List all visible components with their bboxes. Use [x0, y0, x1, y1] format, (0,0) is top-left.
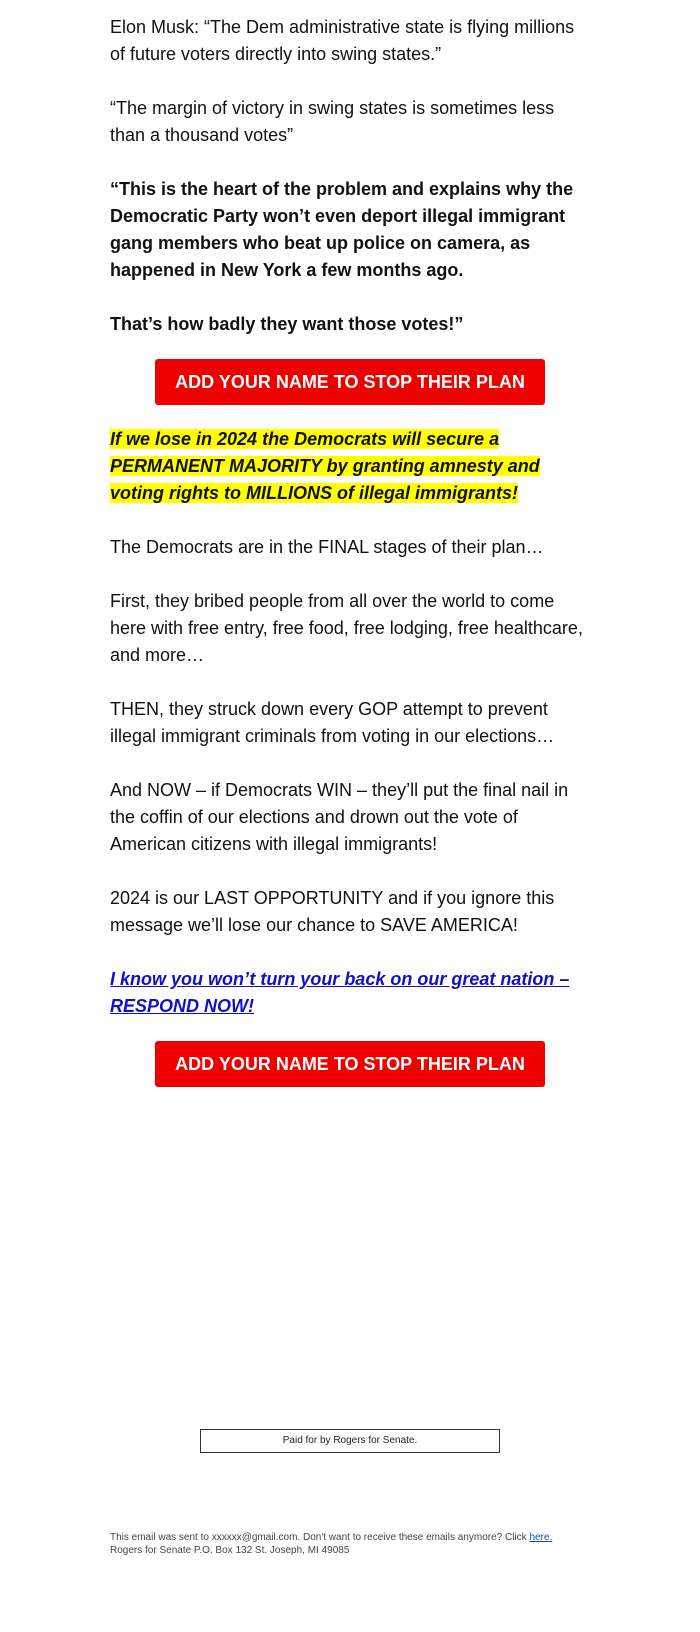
- footer-sent-text: This email was sent to xxxxxx@gmail.com. Don't want to receive these emails anymore? Click: [110, 1532, 530, 1543]
- paragraph-want-votes: That’s how badly they want those votes!”: [110, 314, 464, 334]
- add-name-button-top[interactable]: ADD YOUR NAME TO STOP THEIR PLAN: [155, 359, 545, 405]
- paragraph-then: THEN, they struck down every GOP attempt to prevent illegal immigrant criminals from voting in our elections…: [110, 699, 555, 746]
- footer: [110, 1531, 552, 1557]
- paid-for-disclaimer: Paid for by Rogers for Senate.: [200, 1429, 500, 1453]
- paragraph-now: And NOW – if Democrats WIN – they’ll put the final nail in the coffin of our elections and drown out the vote of American citizens with illegal immigrants!: [110, 780, 569, 854]
- highlighted-text: If we lose in 2024 the Democrats will secure a PERMANENT MAJORITY by granting amnesty and voting rights to MILLIONS of illegal immigrants!: [110, 429, 540, 503]
- unsubscribe-link[interactable]: here.: [529, 1532, 553, 1543]
- highlighted-paragraph: [110, 426, 590, 507]
- paragraph-final-stages: The Democrats are in the FINAL stages of their plan…: [110, 537, 544, 557]
- paragraph-first: First, they bribed people from all over the world to come here with free entry, free food, free lodging, free healthcare, and more…: [110, 591, 583, 665]
- email-body: [110, 14, 590, 1108]
- paragraph-musk-quote: Elon Musk: “The Dem administrative state is flying millions of future voters directly into swing states.”: [110, 17, 575, 64]
- paragraph-last-opportunity: 2024 is our LAST OPPORTUNITY and if you ignore this message we’ll lose our chance to SAVE AMERICA!: [110, 888, 555, 935]
- respond-now-link[interactable]: I know you won’t turn your back on our great nation – RESPOND NOW!: [110, 969, 570, 1016]
- add-name-button-bottom[interactable]: ADD YOUR NAME TO STOP THEIR PLAN: [155, 1041, 545, 1087]
- footer-address: Rogers for Senate P.O. Box 132 St. Joseph, MI 49085: [110, 1545, 350, 1556]
- paragraph-margin-quote: “The margin of victory in swing states is sometimes less than a thousand votes”: [110, 98, 555, 145]
- paragraph-heart-of-problem: “This is the heart of the problem and explains why the Democratic Party won’t even deport illegal immigrant gang members who beat up police on camera, as happened in New York a few months ago.: [110, 179, 574, 280]
